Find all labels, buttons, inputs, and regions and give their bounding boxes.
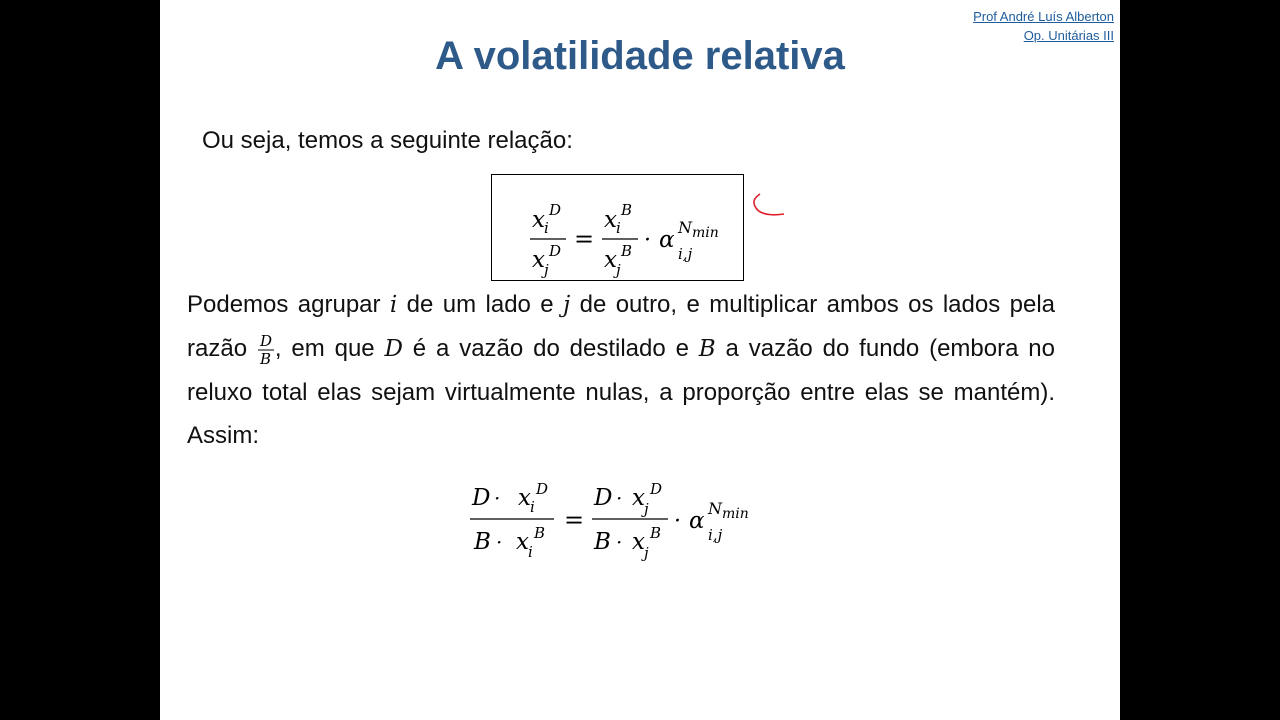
eq2-lhs-den-sup: B [534, 524, 546, 542]
eq2-lhs-num-x: x [518, 485, 531, 511]
eq1-equals: = [574, 225, 595, 253]
eq1-alpha: α [659, 227, 675, 253]
var-i: i [389, 292, 398, 318]
author-link[interactable]: Prof André Luís Alberton [973, 9, 1114, 24]
para-text-3: de outro, e multiplicar ambos os lados pela razão [187, 291, 1055, 362]
explanation-paragraph [187, 283, 1055, 457]
slide [160, 0, 1120, 720]
var-j: j [563, 292, 571, 318]
var-D: D [384, 336, 403, 362]
eq1-rhs-num-x: x [604, 207, 617, 233]
eq2-lhs-den-sub: i [528, 543, 533, 561]
eq1-lhs-num-x: x [532, 207, 545, 233]
slide-title: A volatilidade relativa [435, 34, 845, 78]
eq2-lhs-den-dot: · [496, 530, 503, 554]
equation-1-svg [492, 175, 745, 282]
eq2-alpha-sup-N: N [708, 499, 722, 518]
eq2-lhs-den-x: x [516, 529, 529, 555]
course-link[interactable]: Op. Unitárias III [1023, 28, 1114, 43]
var-B: B [698, 336, 716, 362]
eq2-dot-alpha: · [674, 509, 681, 534]
eq1-lhs-den-x: x [532, 247, 545, 273]
para-text-4: , em que [274, 335, 385, 362]
eq2-rhs-num-D: D [594, 485, 613, 511]
eq2-lhs-num-sup: D [536, 480, 549, 498]
intro-text: Ou seja, temos a seguinte relação: [202, 127, 573, 154]
eq1-alpha-sup-min: min [692, 225, 719, 241]
eq2-alpha-sub: i,j [708, 526, 723, 544]
eq1-lhs-num-sup: D [549, 201, 562, 219]
eq2-rhs-num-x: x [632, 485, 645, 511]
eq1-alpha-sub: i,j [678, 245, 693, 263]
eq2-lhs-num-D: D [472, 485, 491, 511]
eq1-lhs-den-sub: j [544, 261, 549, 279]
annotation-mark [750, 190, 790, 226]
frac-den: B [259, 349, 271, 367]
boxed-equation [491, 174, 744, 281]
eq2-lhs-num-dot: · [494, 486, 501, 510]
eq1-dot: · [644, 228, 651, 253]
eq2-rhs-num-sup: D [650, 480, 663, 498]
eq1-rhs-den-sup: B [621, 242, 633, 260]
equation-2 [460, 472, 780, 572]
para-text-1: Podemos agrupar [187, 291, 390, 318]
eq2-rhs-den-dot: · [616, 530, 623, 554]
eq2-rhs-num-sub: j [644, 500, 649, 518]
eq2-rhs-den-sub: j [644, 544, 649, 562]
eq2-rhs-den-B: B [594, 529, 611, 555]
eq1-rhs-num-sup: B [621, 201, 633, 219]
eq2-alpha: α [689, 508, 705, 534]
para-text-2: de um lado e [397, 291, 564, 318]
eq2-alpha-sup-min: min [722, 506, 749, 522]
eq2-lhs-num-sub: i [530, 498, 535, 516]
frac-num: D [259, 332, 272, 350]
eq2-rhs-den-sup: B [650, 524, 662, 542]
eq2-lhs-den-B: B [474, 529, 491, 555]
eq2-rhs-den-x: x [632, 529, 645, 555]
inline-fraction-D-over-B [257, 332, 275, 367]
eq2-rhs-num-dot: · [616, 486, 623, 510]
eq1-lhs-den-sup: D [549, 242, 562, 260]
para-text-6: a vazão do fundo (embora no reluxo total elas sejam virtualmente nulas, a proporção entre elas se mantém). Assim: [187, 335, 1056, 449]
eq2-equals: = [564, 506, 585, 534]
eq1-rhs-den-sub: j [616, 261, 621, 279]
eq1-rhs-num-sub: i [616, 219, 621, 237]
eq1-rhs-den-x: x [604, 247, 617, 273]
para-text-5: é a vazão do destilado e [402, 335, 699, 362]
eq1-alpha-sup-N: N [678, 218, 692, 237]
equation-2-svg [460, 472, 780, 572]
eq1-lhs-num-sub: i [544, 219, 549, 237]
